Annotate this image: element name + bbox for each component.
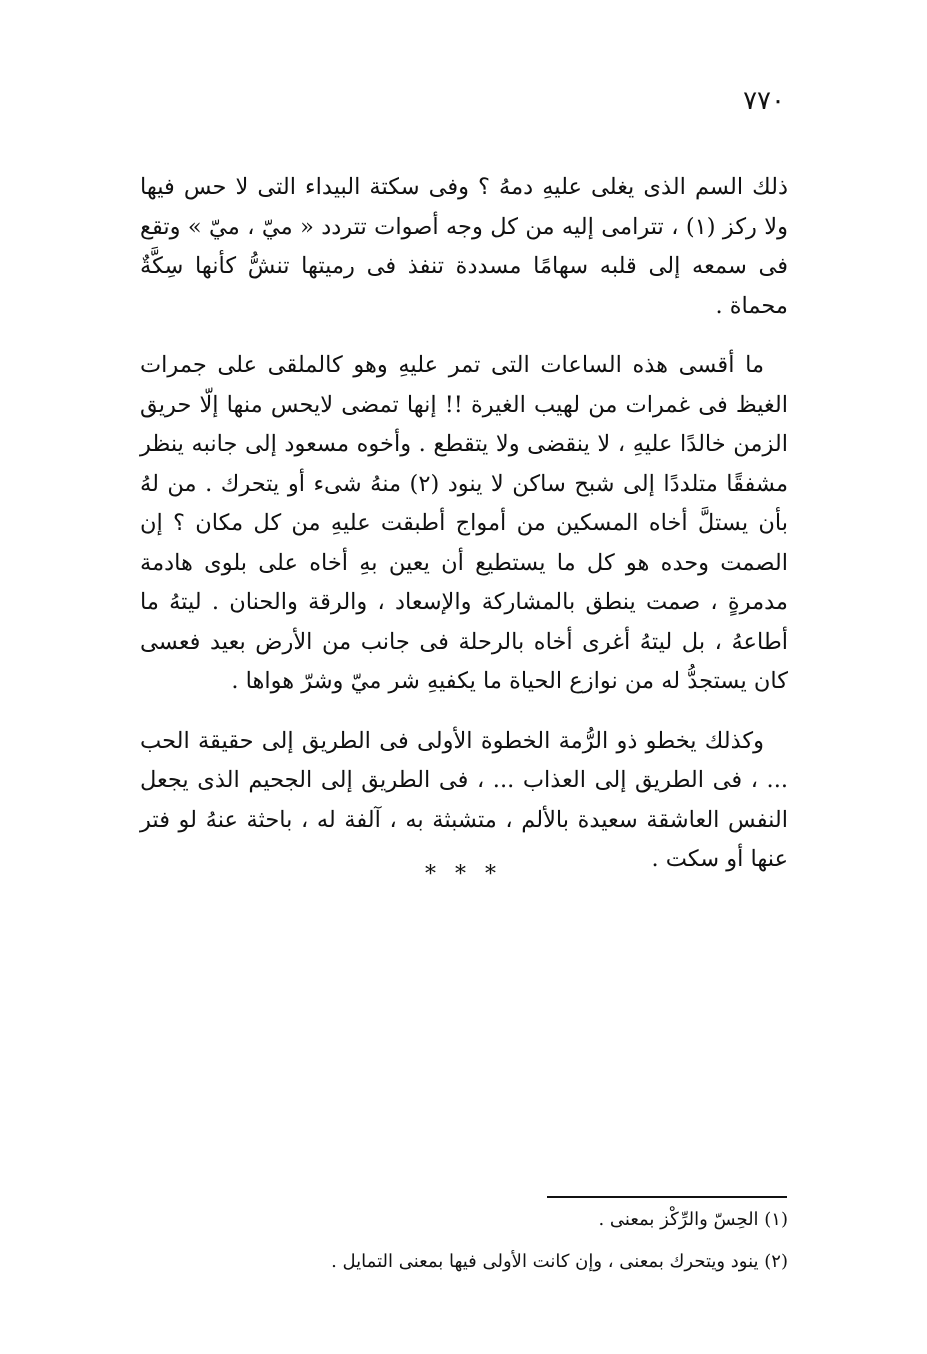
paragraph-1: ذلك السم الذى يغلى عليهِ دمهُ ؟ وفى سكتة البيداء التى لا حس فيها ولا ركز (١) ، تترامى إليه من كل وجه أصوات تتردد « ميّ ، ميّ » وتقع فى سمعه إلى قلبه سهامًا مسددة تنفذ فى رميتها تنشُّ كأنها سِكَّةٌ محماة .	[140, 174, 788, 319]
paragraph-2: ما أقسى هذه الساعات التى تمر عليهِ وهو كالملقى على جمرات الغيظ فى غمرات من لهيب الغيرة !! إنها تمضى لايحس منها إلّا حريق الزمن خالدًا عليهِ ، لا ينقضى ولا يتقطع . وأخوه مسعود إلى جانبه ينظر مشفقًا متلددًا إلى شبح ساكن لا ينود (٢) منهُ شىء أو يتحرك . من لهُ بأن يستلَّ أخاه المسكين من أمواج أطبقت عليهِ من كل مكان ؟ إن الصمت وحده هو كل ما يستطيع أن يعين بهِ أخاه على بلوى هادمة مدمرةٍ ، صمت ينطق بالمشاركة والإسعاد ، والرقة والحنان . ليتهُ ما أطاعهُ ، بل ليتهُ أغرى أخاه بالرحلة فى جانب من الأرض بعيد فعسى كان يستجدُّ له من نوازع الحياة ما يكفيهِ شر ميّ وشرّ هواها .	[140, 352, 788, 694]
body-text	[140, 168, 788, 894]
section-separator: * * *	[425, 862, 502, 887]
page-number: ٧٧٠	[743, 86, 785, 116]
footnote-divider	[547, 1196, 787, 1198]
paragraph-3: وكذلك يخطو ذو الرُّمة الخطوة الأولى فى الطريق إلى حقيقة الحب ... ، فى الطريق إلى العذاب ... ، فى الطريق إلى الجحيم الذى يجعل النفس العاشقة سعيدة بالألم ، متشبثة به ، آلفة له ، باحثة عنهُ لو فتر عنها أو سكت .	[140, 727, 788, 872]
footnote-2: (٢) ينود ويتحرك بمعنى ، وإن كانت الأولى فيها بمعنى التمايل .	[331, 1251, 788, 1272]
footnotes	[260, 1206, 788, 1290]
footnote-1: (١) الحِسّ والرِّكْز بمعنى .	[598, 1209, 788, 1230]
